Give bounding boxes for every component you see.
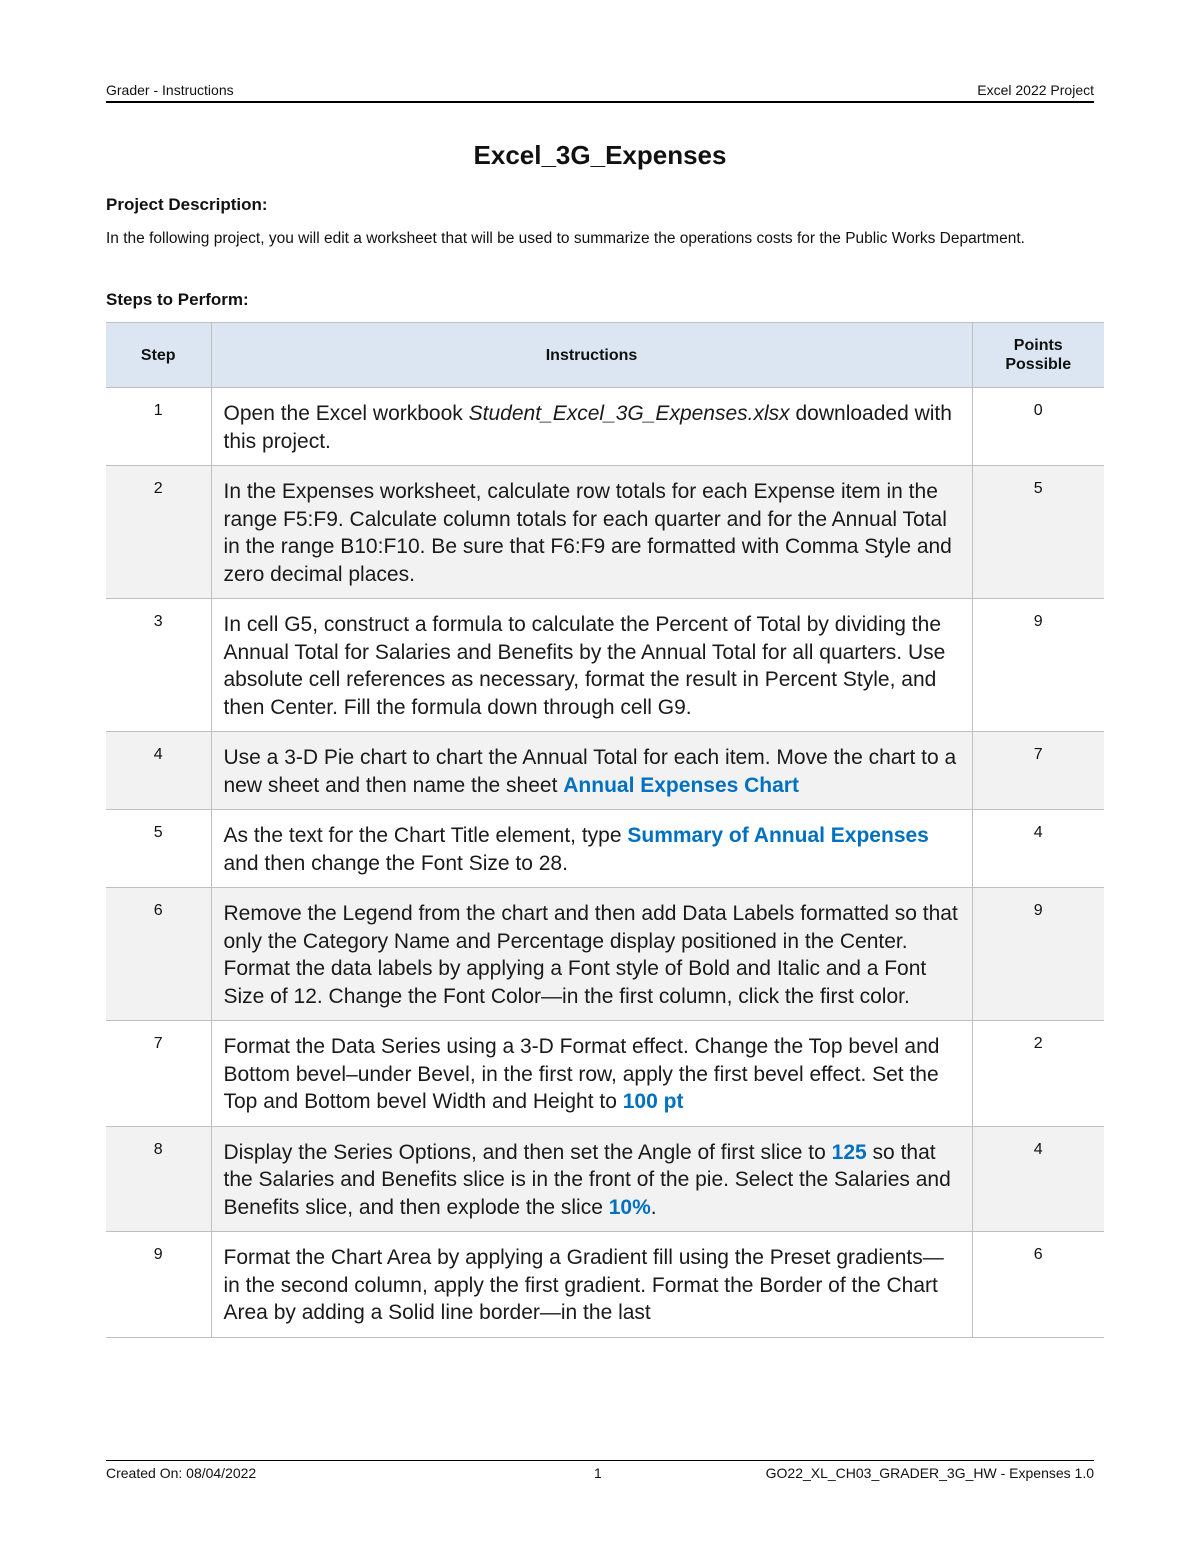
table-row	[106, 1021, 1104, 1127]
page-header	[106, 82, 1094, 102]
instruction-text: In the Expenses worksheet, calculate row totals for each Expense item in the range F5:F9. Calculate column totals for each quarter and for the Annual Total in the range B10:F10. Be sure that F6:F9 are formatted with Comma Style and zero decimal places.	[223, 480, 952, 586]
step-points: 7	[972, 732, 1104, 810]
header-points-line1: Points	[1013, 337, 1063, 354]
table-row	[106, 466, 1104, 599]
table-row	[106, 1126, 1104, 1232]
step-instructions	[211, 732, 972, 810]
highlighted-text: Summary of Annual Expenses	[627, 824, 929, 847]
instruction-text: Remove the Legend from the chart and then add Data Labels formatted so that only the Category Name and Percentage display positioned in the Center. Format the data labels by applying a Font style of Bold and Italic and a Font Size of 12. Change the Font Color—in the first column, click the first color.	[223, 902, 958, 1008]
step-number: 1	[106, 388, 211, 466]
step-points: 9	[972, 888, 1104, 1021]
project-description-label: Project Description:	[106, 195, 268, 214]
table-row	[106, 888, 1104, 1021]
step-number: 4	[106, 732, 211, 810]
step-instructions	[211, 388, 972, 466]
instruction-text: Use a 3-D Pie chart to chart the Annual Total for each item. Move the chart to a new sheet and then name the sheet	[223, 746, 957, 797]
instruction-text: downloaded with this project.	[223, 402, 952, 453]
step-number: 6	[106, 888, 211, 1021]
step-points: 0	[972, 388, 1104, 466]
page-footer	[106, 1465, 1094, 1485]
document-title: Excel_3G_Expenses	[473, 140, 727, 170]
header-points	[972, 323, 1104, 388]
highlighted-text: Annual Expenses Chart	[563, 773, 799, 797]
step-points: 6	[972, 1232, 1104, 1338]
table-row	[106, 599, 1104, 732]
step-instructions	[211, 1126, 972, 1232]
step-instructions	[211, 466, 972, 599]
footer-page-number: 1	[594, 1465, 602, 1481]
table-row	[106, 732, 1104, 810]
instruction-text: Format the Chart Area by applying a Gradient fill using the Preset gradients—in the second column, apply the first gradient. Format the Border of the Chart Area by adding a Solid line border—in the last	[223, 1246, 944, 1324]
footer-rule	[106, 1460, 1094, 1461]
footer-created-on: Created On: 08/04/2022	[106, 1465, 257, 1481]
step-points: 9	[972, 599, 1104, 732]
highlighted-text: 100 pt	[622, 1090, 684, 1113]
header-rule	[106, 101, 1094, 103]
step-number: 9	[106, 1232, 211, 1338]
instruction-text: As the text for the Chart Title element, type	[223, 824, 628, 847]
step-points: 4	[972, 1126, 1104, 1232]
step-points: 2	[972, 1021, 1104, 1127]
footer-doc-id: GO22_XL_CH03_GRADER_3G_HW - Expenses 1.0	[765, 1465, 1094, 1481]
instruction-text: Format the Data Series using a 3-D Format effect. Change the Top bevel and Bottom bevel–under Bevel, in the first row, apply the first bevel effect. Set the Top and Bottom bevel Width and Height to	[223, 1035, 940, 1113]
header-instructions: Instructions	[211, 323, 972, 388]
step-instructions	[211, 888, 972, 1021]
header-points-line2: Possible	[1005, 356, 1072, 373]
step-instructions	[211, 810, 972, 888]
highlighted-text: 10%	[608, 1195, 651, 1219]
step-instructions	[211, 1232, 972, 1338]
step-number: 2	[106, 466, 211, 599]
header-step: Step	[106, 323, 211, 388]
steps-table	[106, 322, 1104, 1338]
instruction-text: .	[650, 1195, 657, 1219]
step-number: 3	[106, 599, 211, 732]
table-row	[106, 1232, 1104, 1338]
step-points: 5	[972, 466, 1104, 599]
header-right: Excel 2022 Project	[977, 82, 1094, 98]
instruction-text: so that the Salaries and Benefits slice is in the front of the pie. Select the Salaries and Benefits slice, and then explode the slice	[223, 1140, 951, 1219]
table-row	[106, 388, 1104, 466]
step-number: 8	[106, 1126, 211, 1232]
steps-label: Steps to Perform:	[106, 290, 249, 309]
instruction-text: In cell G5, construct a formula to calculate the Percent of Total by dividing the Annual Total for Salaries and Benefits by the Annual Total for all quarters. Use absolute cell references as necessary, format the result in Percent Style, and then Center. Fill the formula down through cell G9.	[223, 613, 946, 719]
table-header-row	[106, 323, 1104, 388]
filename-text: Student_Excel_3G_Expenses.xlsx	[468, 402, 790, 425]
instruction-text: and then change the Font Size to 28.	[223, 851, 568, 875]
header-left: Grader - Instructions	[106, 82, 234, 98]
instruction-text: Open the Excel workbook	[223, 402, 469, 425]
step-instructions	[211, 1021, 972, 1127]
step-points: 4	[972, 810, 1104, 888]
instruction-text: Display the Series Options, and then set the Angle of first slice to	[223, 1140, 832, 1164]
highlighted-text: 125	[831, 1140, 867, 1164]
table-row	[106, 810, 1104, 888]
step-instructions	[211, 599, 972, 732]
project-description-text: In the following project, you will edit a worksheet that will be used to summarize the operations costs for the Public Works Department.	[106, 230, 1025, 247]
step-number: 5	[106, 810, 211, 888]
step-number: 7	[106, 1021, 211, 1127]
